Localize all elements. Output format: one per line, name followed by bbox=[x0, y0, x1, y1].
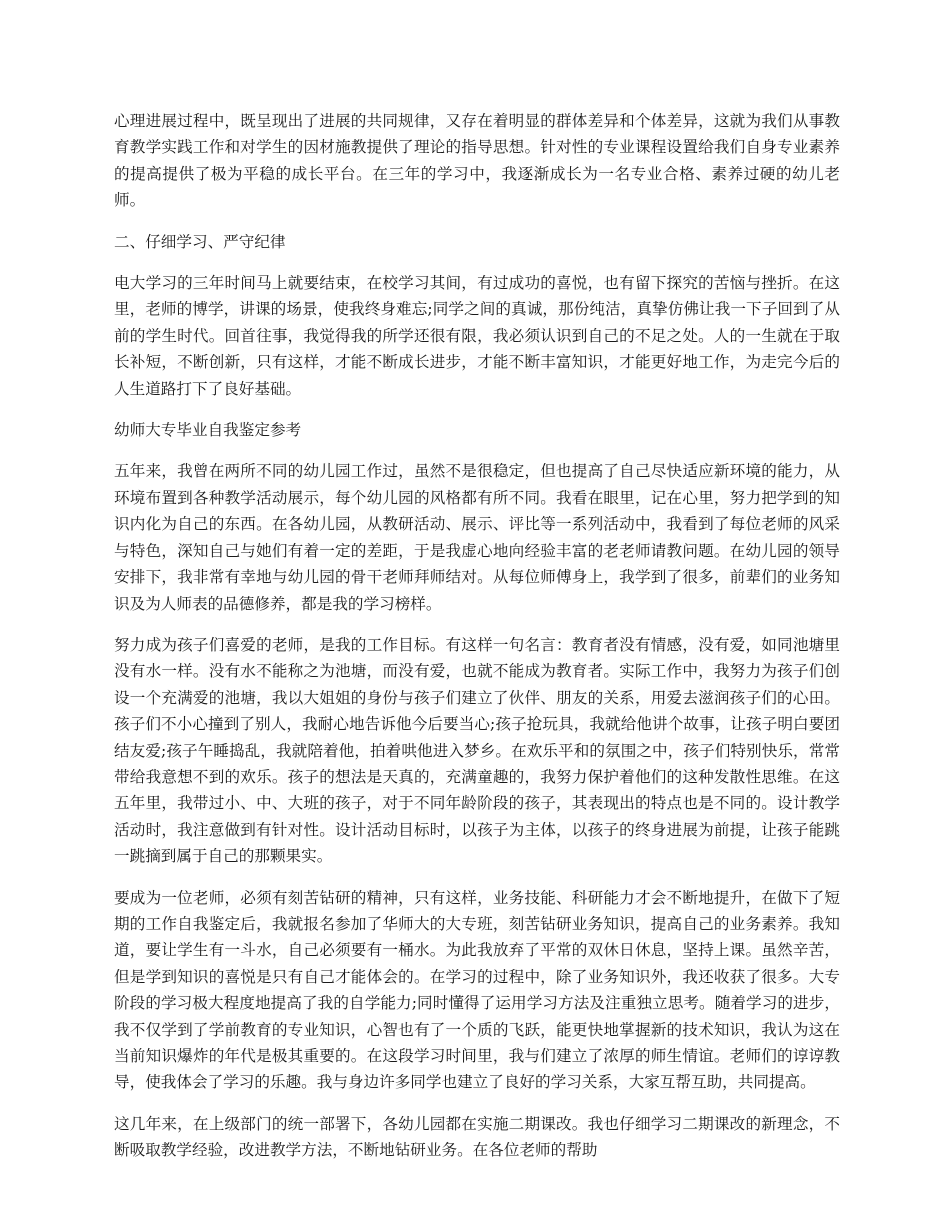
paragraph-beloved-teacher: 努力成为孩子们喜爱的老师，是我的工作目标。有这样一句名言：教育者没有情感，没有爱，如同池塘里没有水一样。没有水不能称之为池塘，而没有爱，也就不能成为教育者。实际工作中，我努力为孩子们创设一个充满爱的池塘，我以大姐姐的身份与孩子们建立了伙伴、朋友的关系，用爱去滋润孩子们的心田。孩子们不小心撞到了别人，我耐心地告诉他今后要当心;孩子抢玩具，我就给他讲个故事，让孩子明白要团结友爱;孩子午睡捣乱，我就陪着他，拍着哄他进入梦乡。在欢乐平和的氛围之中，孩子们特别快乐，常常带给我意想不到的欢乐。孩子的想法是天真的，充满童趣的，我努力保护着他们的这种发散性思维。在这五年里，我带过小、中、大班的孩子，对于不同年龄阶段的孩子，其表现出的特点也是不同的。设计教学活动时，我注意做到有针对性。设计活动目标时，以孩子为主体，以孩子的终身进展为前提，让孩子能跳一跳摘到属于自己的那颗果实。 bbox=[114, 635, 840, 866]
document-page bbox=[114, 108, 840, 1179]
paragraph-tvu-study: 电大学习的三年时间马上就要结束，在校学习其间，有过成功的喜悦，也有留下探究的苦恼与挫折。在这里，老师的博学，讲课的场景，使我终身难忘;同学之间的真诚，那份纯洁，真挚仿佛让我一下子回到了从前的学生时代。回首往事，我觉得我的所学还很有限，我必须认识到自己的不足之处。人的一生就在于取长补短，不断创新，只有这样，才能不断成长进步，才能不断丰富知识，才能更好地工作，为走完今后的人生道路打下了良好基础。 bbox=[114, 274, 840, 398]
paragraph-diligent-study: 要成为一位老师，必须有刻苦钻研的精神，只有这样，业务技能、科研能力才会不断地提升，在做下了短期的工作自我鉴定后，我就报名参加了华师大的大专班，刻苦钻研业务知识，提高自己的业务素养。我知道，要让学生有一斗水，自己必须要有一桶水。为此我放弃了平常的双休日休息，坚持上课。虽然辛苦，但是学到知识的喜悦是只有自己才能体会的。在学习的过程中，除了业务知识外，我还收获了很多。大专阶段的学习极大程度地提高了我的自学能力;同时懂得了运用学习方法及注重独立思考。随着学习的进步，我不仅学到了学前教育的专业知识，心智也有了一个质的飞跃，能更快地掌握新的技术知识，我认为这在当前知识爆炸的年代是极其重要的。在这段学习时间里，我与们建立了浓厚的师生情谊。老师们的谆谆教导，使我体会了学习的乐趣。我与身边许多同学也建立了良好的学习关系，大家互帮互助，共同提高。 bbox=[114, 888, 840, 1092]
paragraph-intro: 心理进展过程中，既呈现出了进展的共同规律，又存在着明显的群体差异和个体差异，这就为我们从事教育教学实践工作和对学生的因材施教提供了理论的指导思想。针对性的专业课程设置给我们自身专业素养的提高提供了极为平稳的成长平台。在三年的学习中，我逐渐成长为一名专业合格、素养过硬的幼儿老师。 bbox=[114, 112, 840, 210]
section-heading-self-assessment: 幼师大专毕业自我鉴定参考 bbox=[114, 421, 302, 440]
section-heading-study-discipline: 二、仔细学习、严守纪律 bbox=[114, 232, 286, 251]
paragraph-five-years: 五年来，我曾在两所不同的幼儿园工作过，虽然不是很稳定，但也提高了自己尽快适应新环境的能力，从环境布置到各种教学活动展示，每个幼儿园的风格都有所不同。我看在眼里，记在心里，努力把学到的知识内化为自己的东西。在各幼儿园，从教研活动、展示、评比等一系列活动中，我看到了每位老师的风采与特色，深知自己与她们有着一定的差距，于是我虚心地向经验丰富的老老师请教问题。在幼儿园的领导安排下，我非常有幸地与幼儿园的骨干老师拜师结对。从每位师傅身上，我学到了很多，前辈们的业务知识及为人师表的品德修养，都是我的学习榜样。 bbox=[114, 462, 840, 613]
paragraph-curriculum-reform: 这几年来，在上级部门的统一部署下，各幼儿园都在实施二期课改。我也仔细学习二期课改的新理念，不断吸取教学经验，改进教学方法，不断地钻研业务。在各位老师的帮助 bbox=[114, 1114, 840, 1160]
